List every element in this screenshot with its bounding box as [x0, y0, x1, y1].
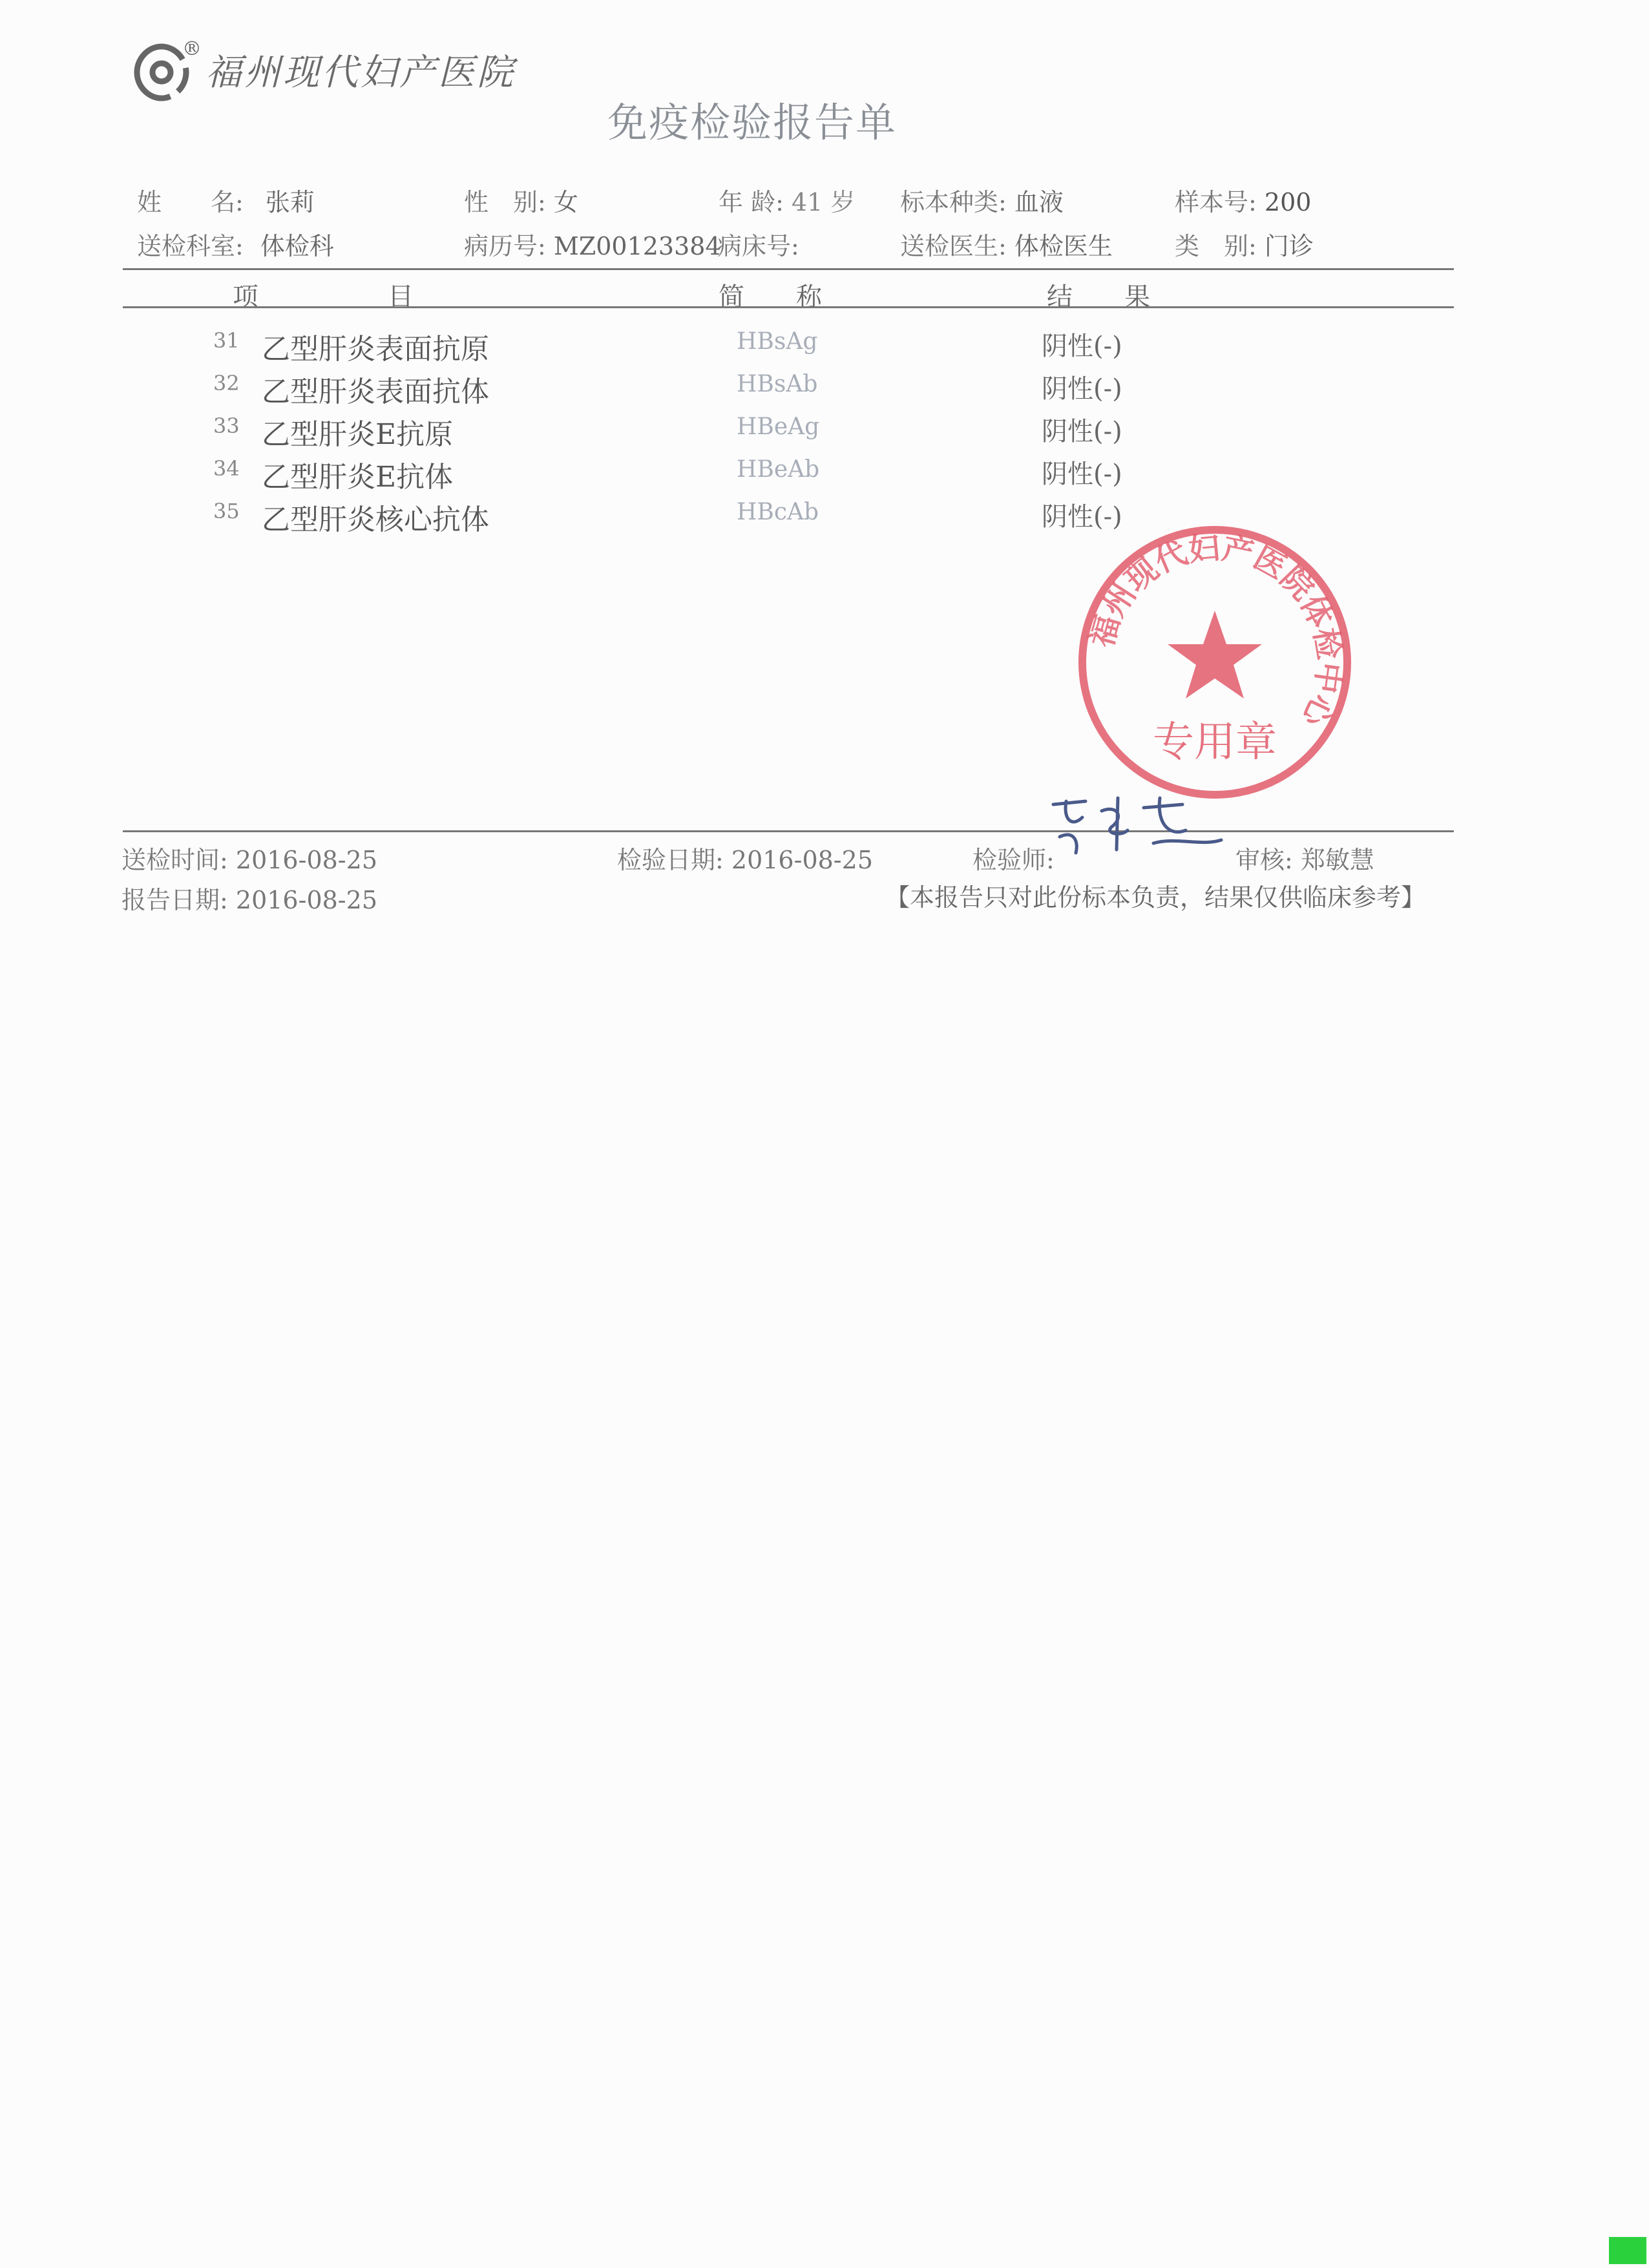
patient-name: 张莉	[265, 188, 315, 216]
row-number: 34	[213, 456, 240, 481]
department: 体检科	[260, 232, 334, 260]
row-number: 32	[213, 371, 240, 395]
doctor: 体检医生	[1014, 232, 1113, 260]
age-label: 年 龄:	[719, 188, 784, 216]
category-label: 类 别:	[1175, 232, 1257, 260]
category-field	[1175, 226, 1314, 262]
test-abbr: HBsAg	[737, 328, 818, 355]
department-field	[137, 226, 334, 262]
seal-ring-text: 福州现代妇产医院体检中心	[1084, 529, 1348, 732]
row-number: 35	[213, 499, 240, 523]
test-abbr: HBsAb	[737, 371, 818, 397]
test-date-label: 检验日期:	[617, 846, 724, 874]
test-name: 乙型肝炎表面抗原	[262, 333, 489, 366]
department-label: 送检科室:	[137, 232, 244, 260]
category: 门诊	[1264, 232, 1314, 260]
footer-rule	[123, 830, 1454, 832]
sample-no-field	[1175, 182, 1311, 218]
row-number: 31	[213, 328, 240, 353]
report-date: 2016-08-25	[235, 886, 377, 914]
test-result: 阴性(-)	[1042, 459, 1122, 489]
bed-no-label: 病床号:	[717, 232, 799, 260]
test-result: 阴性(-)	[1042, 502, 1122, 532]
test-name: 乙型肝炎表面抗体	[262, 375, 489, 408]
test-name: 乙型肝炎E抗原	[262, 418, 454, 451]
reviewer-field	[1235, 840, 1374, 876]
record-no: MZ00123384	[553, 232, 721, 260]
table-top-rule	[123, 268, 1454, 270]
test-result: 阴性(-)	[1042, 417, 1122, 446]
reviewer-label: 审核:	[1235, 846, 1293, 874]
seal-center-text: 专用章	[1153, 719, 1277, 766]
submit-time: 2016-08-25	[235, 846, 377, 874]
record-no-field	[464, 226, 721, 262]
doctor-label: 送检医生:	[900, 232, 1007, 260]
gender-field	[464, 182, 578, 218]
column-header-result: 结 果	[1047, 282, 1150, 312]
specimen-type-field	[900, 182, 1064, 218]
age-field	[719, 182, 855, 218]
report-title: 免疫检验报告单	[607, 99, 898, 146]
name-field	[137, 182, 315, 218]
reviewer: 郑敏慧	[1300, 846, 1374, 874]
doctor-field	[900, 226, 1113, 262]
report-date-field	[121, 880, 377, 916]
submit-time-field	[121, 840, 377, 876]
hospital-name: 福州现代妇产医院	[205, 52, 516, 94]
patient-age: 41 岁	[791, 188, 856, 216]
sample-no: 200	[1264, 188, 1312, 216]
test-abbr: HBcAb	[737, 499, 819, 525]
name-label: 姓 名:	[137, 188, 244, 216]
specimen-type-label: 标本种类:	[900, 188, 1007, 216]
test-name: 乙型肝炎核心抗体	[262, 503, 489, 536]
gender-label: 性 别:	[464, 188, 546, 216]
star-icon	[1168, 611, 1262, 698]
test-result: 阴性(-)	[1042, 331, 1122, 361]
official-seal-stamp	[1073, 520, 1357, 804]
tester-label: 检验师:	[972, 846, 1055, 874]
submit-time-label: 送检时间:	[121, 846, 228, 874]
table-header-rule	[123, 306, 1454, 308]
tester-signature	[1047, 792, 1228, 863]
bed-no-field	[717, 226, 799, 262]
test-name: 乙型肝炎E抗体	[262, 461, 454, 494]
report-date-label: 报告日期:	[121, 886, 228, 914]
test-abbr: HBeAb	[737, 456, 820, 483]
specimen-type: 血液	[1014, 188, 1064, 216]
record-no-label: 病历号:	[464, 232, 546, 260]
disclaimer: 【本报告只对此份标本负责，结果仅供临床参考】	[885, 883, 1426, 912]
sample-no-label: 样本号:	[1175, 188, 1257, 216]
test-date: 2016-08-25	[731, 846, 873, 874]
test-date-field	[617, 840, 873, 876]
row-number: 33	[213, 414, 240, 438]
test-result: 阴性(-)	[1042, 374, 1122, 404]
column-header-item: 项 目	[233, 282, 414, 312]
patient-gender: 女	[553, 188, 578, 216]
registered-mark: ®	[182, 37, 202, 60]
corner-badge	[1609, 2237, 1646, 2264]
test-abbr: HBeAg	[737, 414, 820, 440]
column-header-abbr: 简 称	[719, 282, 822, 312]
